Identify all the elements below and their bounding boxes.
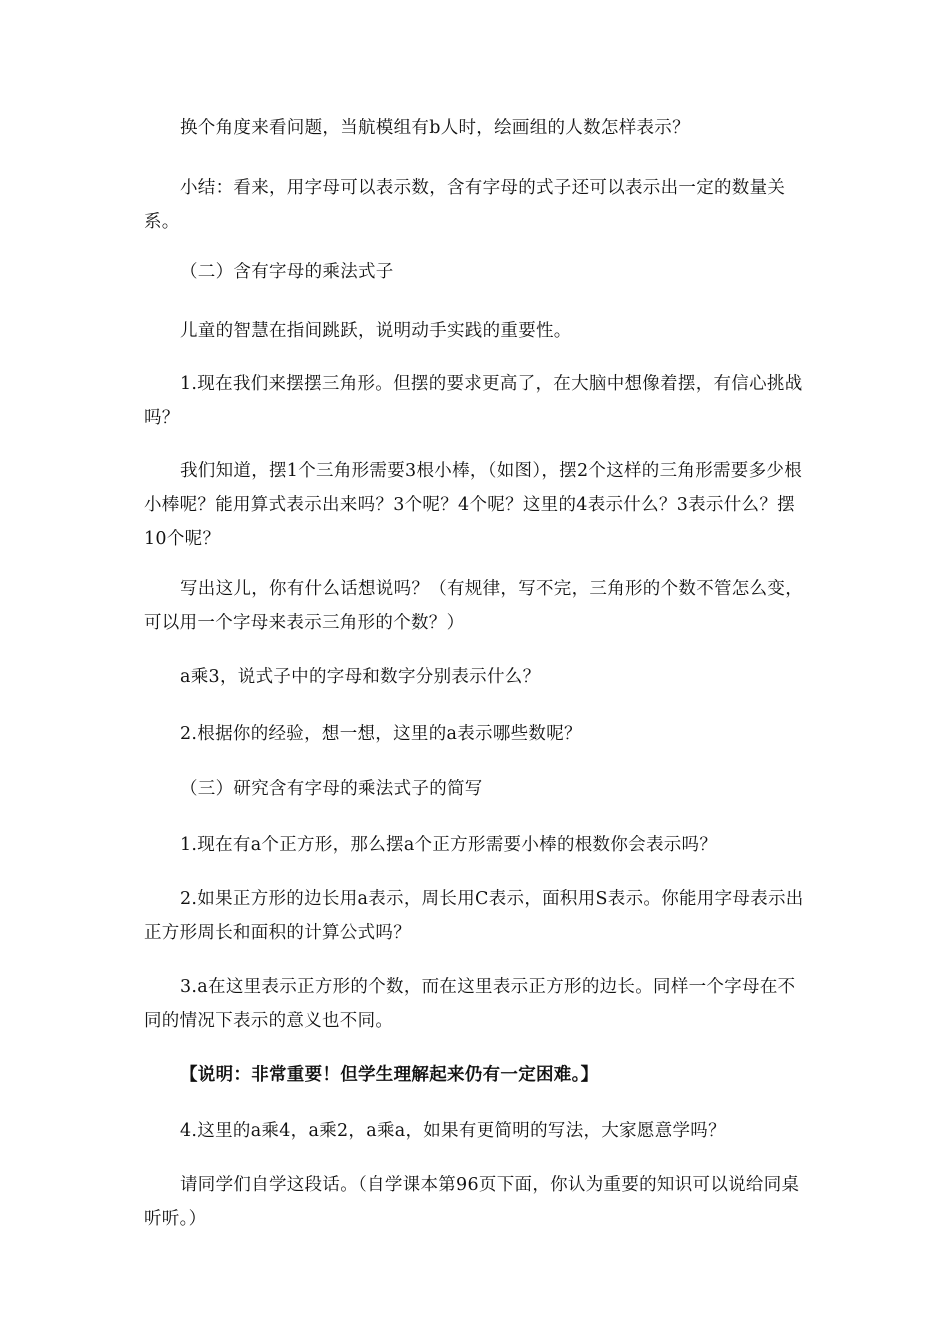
section-heading-2: （二）含有字母的乘法式子 xyxy=(180,262,394,282)
paragraph-8: 2.根据你的经验，想一想，这里的a表示哪些数呢？ xyxy=(180,724,582,744)
paragraph-10: 2.如果正方形的边长用a表示，周长用C表示，面积用S表示。你能用字母表示出正方形周长和面积的计算公式吗？ xyxy=(144,889,804,943)
paragraph-5: 我们知道，摆1个三角形需要3根小棒，（如图），摆2个这样的三角形需要多少根小棒呢？能用算式表示出来吗？3个呢？4个呢？这里的4表示什么？3表示什么？摆10个呢？ xyxy=(144,461,802,549)
paragraph-3: 儿童的智慧在指间跳跃，说明动手实践的重要性。 xyxy=(180,321,572,341)
paragraph-1: 换个角度来看问题，当航模组有b人时，绘画组的人数怎样表示？ xyxy=(180,118,690,138)
paragraph-12: 4.这里的a乘4，a乘2，a乘a，如果有更简明的写法，大家愿意学吗？ xyxy=(180,1121,726,1141)
section-heading-3: （三）研究含有字母的乘法式子的简写 xyxy=(180,779,483,799)
paragraph-4: 1.现在我们来摆摆三角形。但摆的要求更高了，在大脑中想像着摆，有信心挑战吗？ xyxy=(144,374,803,428)
paragraph-9: 1.现在有a个正方形，那么摆a个正方形需要小棒的根数你会表示吗？ xyxy=(180,835,718,855)
paragraph-2: 小结：看来，用字母可以表示数，含有字母的式子还可以表示出一定的数量关系。 xyxy=(144,178,786,232)
paragraph-11: 3.a在这里表示正方形的个数，而在这里表示正方形的边长。同样一个字母在不同的情况下表示的意义也不同。 xyxy=(144,977,796,1031)
note-paragraph: 【说明：非常重要！但学生理解起来仍有一定困难。】 xyxy=(180,1065,599,1085)
paragraph-6: 写出这儿，你有什么话想说吗？（有规律，写不完，三角形的个数不管怎么变，可以用一个字母来表示三角形的个数？） xyxy=(144,579,803,633)
paragraph-7: a乘3，说式子中的字母和数字分别表示什么？ xyxy=(180,667,541,687)
paragraph-13: 请同学们自学这段话。（自学课本第96页下面，你认为重要的知识可以说给同桌听听。） xyxy=(144,1175,800,1229)
